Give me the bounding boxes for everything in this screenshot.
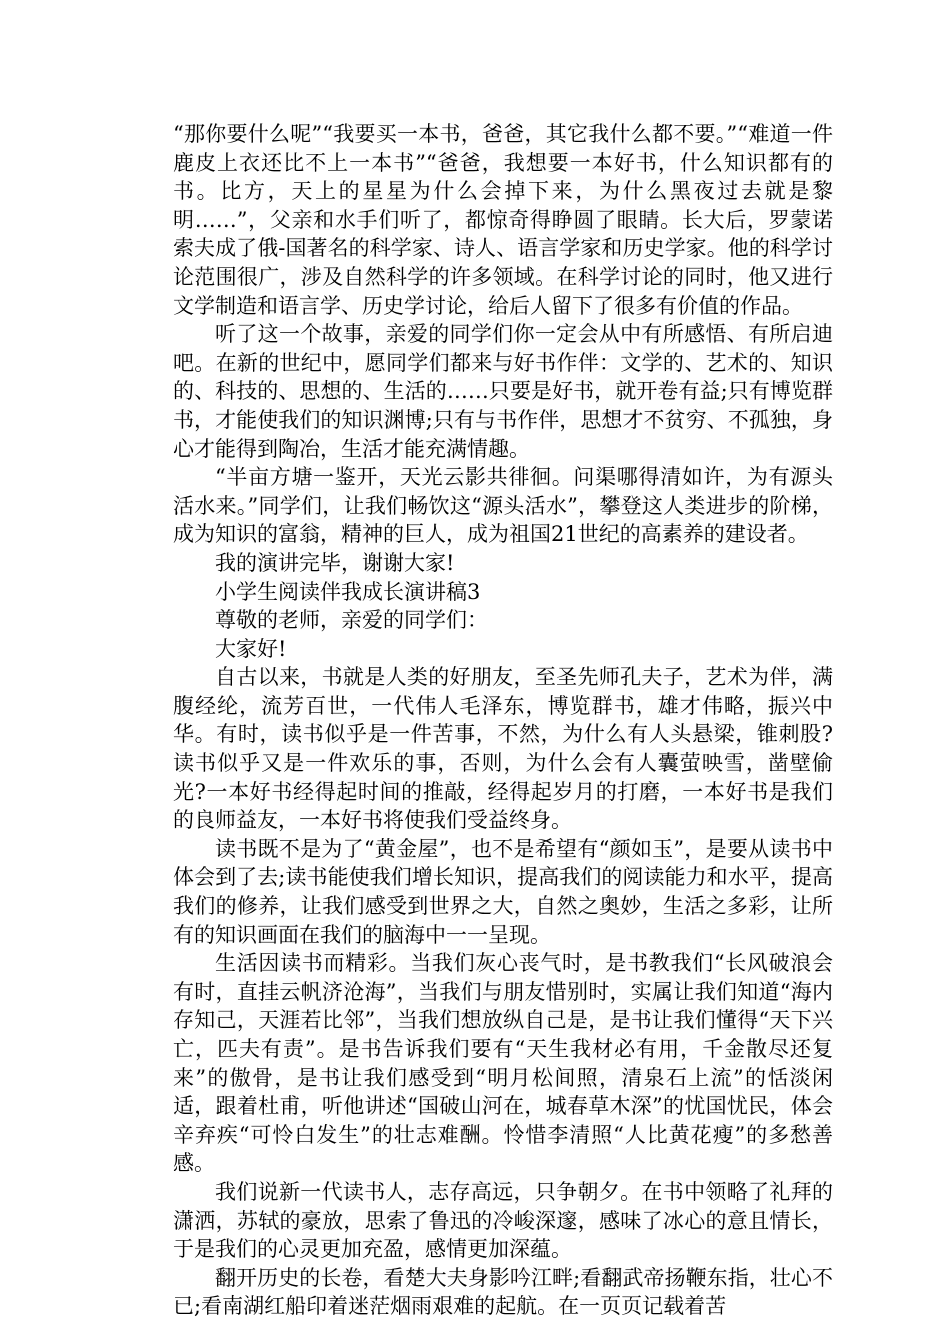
- paragraph: 我们说新一代读书人，志存高远，只争朝夕。在书中领略了礼拜的潇洒，苏轼的豪放，思索了鲁迅的冷峻深邃，感味了冰心的意且情长，于是我们的心灵更加充盈，感情更加深蕴。: [173, 1179, 833, 1262]
- paragraph: 自古以来，书就是人类的好朋友，至圣先师孔夫子，艺术为伴，满腹经纶，流芳百世，一代伟人毛泽东，博览群书，雄才伟略，振兴中华。有时，读书似乎是一件苦事，不然，为什么有人头悬梁，锥刺股?读书似乎又是一件欢乐的事，否则，为什么会有人囊萤映雪，凿壁偷光?一本好书经得起时间的推敲，经得起岁月的打磨，一本好书是我们的良师益友，一本好书将使我们受益终身。: [173, 665, 833, 833]
- document-page: [173, 120, 833, 1321]
- paragraph: 读书既不是为了“黄金屋”，也不是希望有“颜如玉”，是要从读书中体会到了去;读书能使我们增长知识，提高我们的阅读能力和水平，提高我们的修养，让我们感受到世界之大，自然之奥妙，生活之多彩，让所有的知识画面在我们的脑海中一一呈现。: [173, 836, 833, 947]
- paragraph: 翻开历史的长卷，看楚大夫身影吟江畔;看翻武帝扬鞭东指，壮心不已;看南湖红船印着迷茫烟雨艰难的起航。在一页页记载着苦: [173, 1265, 833, 1319]
- closing-line: 我的演讲完毕，谢谢大家!: [215, 550, 455, 575]
- salutation: 尊敬的老师，亲爱的同学们：: [215, 608, 488, 633]
- paragraph: 听了这一个故事，亲爱的同学们你一定会从中有所感悟、有所启迪吧。在新的世纪中，愿同学们都来与好书作伴：文学的、艺术的、知识的、科技的、思想的、生活的……只要是好书，就开卷有益;只有博览群书，才能使我们的知识渊博;只有与书作伴，思想才不贫穷、不孤独，身心才能得到陶冶，生活才能充满情趣。: [173, 322, 833, 461]
- paragraph: “半亩方塘一鉴开，天光云影共徘徊。问渠哪得清如许，为有源头活水来。”同学们，让我们畅饮这“源头活水”，攀登这人类进步的阶梯，成为知识的富翁，精神的巨人，成为祖国21世纪的高素养的建设者。: [173, 465, 833, 547]
- greeting: 大家好!: [215, 636, 287, 661]
- paragraph: 生活因读书而精彩。当我们灰心丧气时，是书教我们“长风破浪会有时，直挂云帆济沧海”，当我们与朋友惜别时，实属让我们知道“海内存知己，天涯若比邻”，当我们想放纵自己是，是书让我们懂得“天下兴亡，匹夫有责”。是书告诉我们要有“天生我材必有用，千金散尽还复来”的傲骨，是书让我们感受到“明月松间照，清泉石上流”的恬淡闲适，跟着杜甫，听他讲述“国破山河在，城春草木深”的忧国忧民，体会辛弃疾“可怜白发生”的壮志难酬。怜惜李清照“人比黄花瘦”的多愁善感。: [173, 951, 833, 1176]
- section-title: 小学生阅读伴我成长演讲稿3: [215, 579, 481, 604]
- paragraph: “那你要什么呢”“我要买一本书，爸爸，其它我什么都不要。”“难道一件鹿皮上衣还比不上一本书”“爸爸，我想要一本好书，什么知识都有的书。比方，天上的星星为什么会掉下来，为什么黑夜过去就是黎明……”，父亲和水手们听了，都惊奇得睁圆了眼睛。长大后，罗蒙诺索夫成了俄-国著名的科学家、诗人、语言学家和历史学家。他的科学讨论范围很广，涉及自然科学的许多领域。在科学讨论的同时，他又进行文学制造和语言学、历史学讨论，给后人留下了很多有价值的作品。: [173, 122, 833, 318]
